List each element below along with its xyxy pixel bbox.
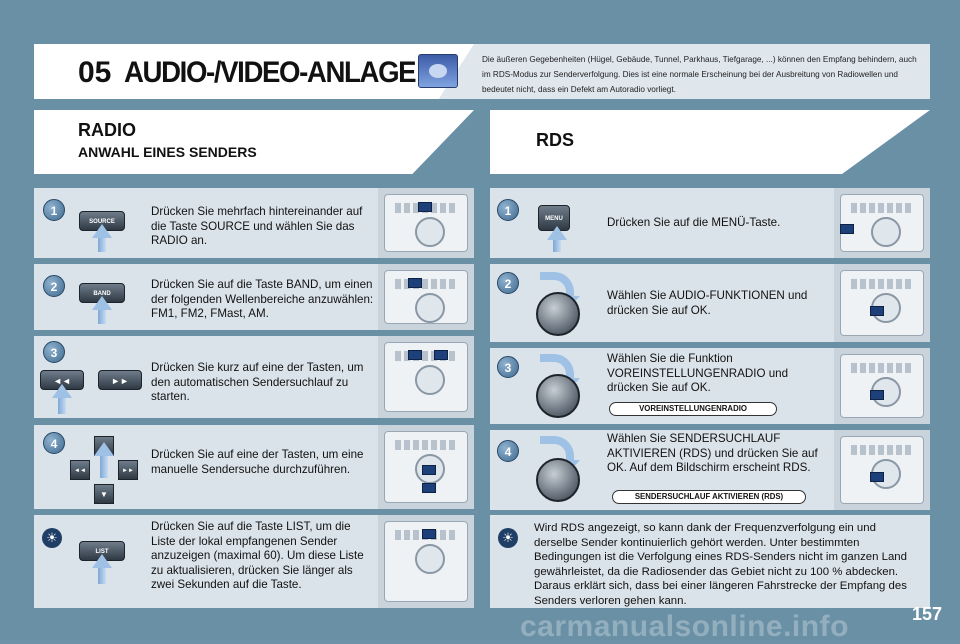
press-arrow-icon [94,442,114,456]
radio-step-2-text: Drücken Sie auf die Taste BAND, um einen der folgenden Wellenbereiche anzuwählen: FM1, FM2, FMast, AM. [151,278,374,320]
down-key: ▼ [94,484,114,504]
device-thumbnail [834,188,930,258]
device-thumbnail [378,515,474,608]
step-number-badge: 2 [43,275,65,297]
tip-icon: ☀ [42,528,62,548]
rds-step-4-text: Wählen Sie SENDERSUCHLAUF AKTIVIEREN (RDS) und drücken Sie auf OK. Auf dem Bildschirm erscheint RDS. [607,432,818,474]
ok-knob [536,374,580,418]
device-thumbnail [378,336,474,418]
audio-video-icon [418,54,458,88]
device-thumbnail [378,264,474,330]
radio-title: RADIO [78,120,136,140]
press-arrow-icon [92,296,112,310]
radio-step-3-text: Drücken Sie kurz auf eine der Tasten, um den automatischen Sendersuchlauf zu starten. [151,361,364,403]
radio-step-4-text: Drücken Sie auf eine der Tasten, um eine manuelle Sendersuche durchzuführen. [151,448,364,476]
device-thumbnail [378,188,474,258]
right-key: ►► [118,460,138,480]
step-number-badge: 4 [43,432,65,454]
device-thumbnail [834,264,930,342]
press-arrow-icon [547,226,567,240]
device-thumbnail [378,425,474,509]
menu-button: MENU [538,205,570,231]
rds-step-3-text: Wählen Sie die Funktion VOREINSTELLUNGENRADIO und drücken Sie auf OK. [607,352,789,394]
step-number-badge: 1 [497,199,519,221]
up-key: ▲ [94,436,114,456]
press-arrow-icon [92,224,112,238]
rds-step-2-text: Wählen Sie AUDIO-FUNKTIONEN und drücken Sie auf OK. [607,289,808,317]
step-number-badge: 3 [497,356,519,378]
press-arrow [98,308,106,324]
seek-back-button: ◄◄ [40,370,84,390]
step-number-badge: 1 [43,199,65,221]
press-arrow [553,238,561,252]
rds-title: RDS [536,130,575,150]
step-number-badge: 4 [497,440,519,462]
radio-tip-text: Drücken Sie auf die Taste LIST, um die Liste der lokal empfangenen Sender anzuzeigen (maximal 60). Um diese Liste zu aktualisieren, drücken Sie länger als zwei Sekunden auf die Taste. [151,520,364,591]
radio-subtitle: ANWAHL EINES SENDERS [78,144,257,160]
watermark: carmanualsonline.info [520,610,849,643]
device-thumbnail [834,348,930,424]
rds-step-1-text: Drücken Sie auf die MENÜ-Taste. [607,216,781,229]
seek-forward-button: ►► [98,370,142,390]
sendersuchlauf-label: SENDERSUCHLAUF AKTIVIEREN (RDS) [612,490,806,504]
press-arrow-icon [92,554,112,568]
chapter-title: AUDIO-/VIDEO-ANLAGE [124,56,416,89]
page-number: 157 [911,604,942,624]
voreinstellungen-label: VOREINSTELLUNGENRADIO [609,402,777,416]
band-button: BAND [79,283,125,303]
source-button: SOURCE [79,211,125,231]
tip-icon: ☀ [498,528,518,548]
press-arrow [98,236,106,252]
step-number-badge: 2 [497,272,519,294]
press-arrow [98,566,106,584]
left-key: ◄◄ [70,460,90,480]
list-button: LIST [79,541,125,561]
rds-tip-text: Wird RDS angezeigt, so kann dank der Frequenzverfolgung ein und derselbe Sender kontinuierlich gehört werden. Unter bestimmten Bedingungen ist die Verfolgung eines RDS-Senders nicht im ganzen Land gewährleistet, da die Radiosender das Gebiet nicht zu 100 % abdecken. Daraus erklärt sich, dass bei einer längeren Fahrstrecke der Empfang des Senders verloren gehen kann. [534,522,907,607]
press-arrow [100,454,108,478]
chapter-number: 05 [78,56,112,89]
step-number-badge: 3 [43,341,65,363]
device-thumbnail [834,430,930,510]
intro-text: Die äußeren Gegebenheiten (Hügel, Gebäude, Tunnel, Parkhaus, Tiefgarage, ...) können den Empfang behindern, auch im RDS-Modus zur Senderverfolgung. Dies ist eine normale Erscheinung bei der Ausbreitung von Radiowellen und bedeutet nicht, dass ein Defekt am Autoradio vorliegt. [482,55,917,94]
ok-knob [536,458,580,502]
press-arrow [58,396,66,414]
press-arrow-icon [52,384,72,398]
ok-knob [536,292,580,336]
radio-step-1-text: Drücken Sie mehrfach hintereinander auf die Taste SOURCE und wählen Sie das RADIO an. [151,205,363,247]
